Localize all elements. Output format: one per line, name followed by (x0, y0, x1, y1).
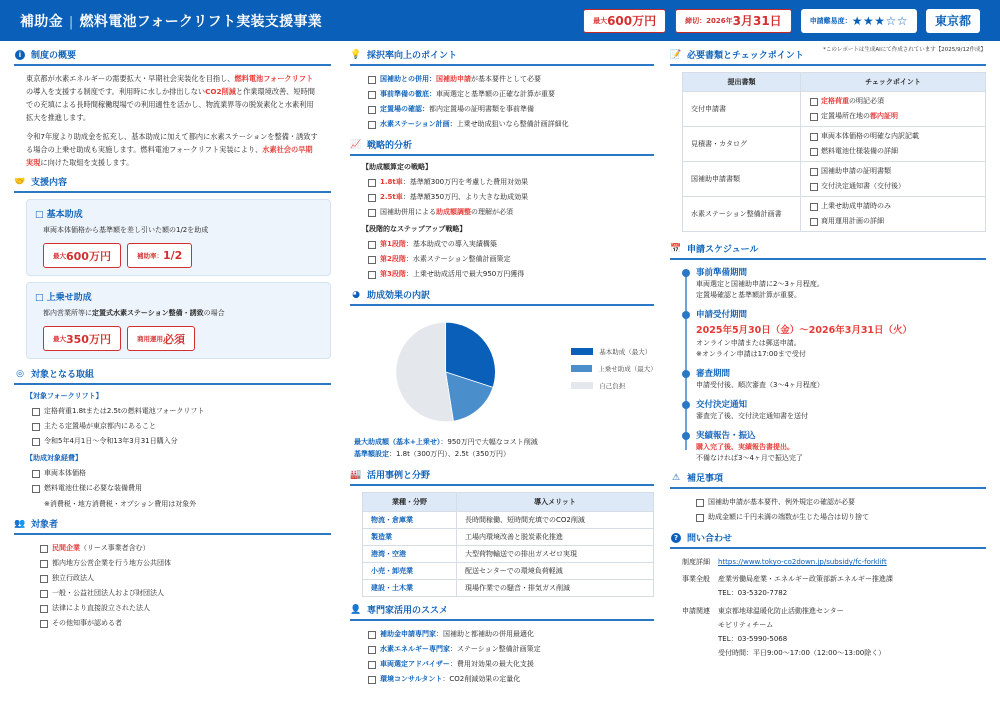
section-points-heading: 💡 採択率向上のポイント (350, 48, 654, 66)
header-bar (0, 0, 1000, 41)
strategy-sub1-checklist (350, 175, 654, 220)
list-item: 一般・公益社団法人および財団法人 (14, 586, 331, 601)
list-item: 車両本体価格 (14, 466, 331, 481)
star-rating-icon: ★★★☆☆ (851, 13, 908, 28)
list-item: 法律により直接設立された法人 (14, 601, 331, 616)
general-label: 事業全般 (682, 575, 710, 583)
section-experts-heading: 👤 専門家活用のススメ (350, 603, 654, 621)
timeline-item: 実績報告・振込 購入完了後、実績報告書提出。 不備なければ3～4ヶ月で振込完了 (696, 429, 986, 464)
section-strategy-heading: 📈 戦略的分析 (350, 138, 654, 156)
users-icon: 👥 (14, 518, 26, 529)
strategy-sub1-label: 【助成額算定の戦略】 (362, 163, 432, 171)
section-targets-heading: ◎ 対象となる取組 (14, 367, 331, 385)
timeline-item: 審査期間 申請受付後、順次審査（3～4ヶ月程度） (696, 367, 986, 391)
eligible-checklist (14, 541, 331, 631)
list-item: 助成金額に千円未満の端数が生じた場合は切り捨て (670, 510, 986, 525)
section-eligible-heading: 👥 対象者 (14, 517, 331, 535)
difficulty-badge: 申請難易度： ★★★☆☆ (801, 9, 917, 33)
document-edit-icon: 📝 (670, 49, 682, 60)
cases-table (362, 492, 654, 597)
basic-subsidy-card (26, 199, 331, 276)
list-item: 2.5t車：基準額350万円、より大きな助成効果 (350, 190, 654, 205)
table-row: 物流・倉庫業 長時間稼働、短時間充填でのCO2削減 (363, 512, 654, 529)
list-item: 国補助申請が基本要件、例外規定の確認が必要 (670, 495, 986, 510)
table-header: チェックポイント (801, 73, 986, 92)
commercial-required-pill: 商用運用 必須 (127, 326, 195, 351)
chart-line-icon: 📈 (350, 139, 362, 150)
list-item: 主たる定置場が東京都内にあること (14, 419, 331, 434)
info-icon: i (15, 50, 25, 60)
documents-table (682, 72, 986, 232)
legend-item: 基本助成（最大） (571, 347, 654, 356)
left-column (14, 48, 331, 631)
overview-paragraph-1: 東京都が水素エネルギーの需要拡大・早期社会実装化を目指し、燃料電池フォークリフトの導入を支援する制度です。利用時に水しか排出しないCO2削減と作業環境改善、短時間での充填による長時間稼働現場での利用適性を活かし、物流業界等の脱炭素化と水素利用拡大を推進します。 (26, 74, 315, 122)
legend-item: 上乗せ助成（最大） (571, 364, 654, 373)
list-item: 事前準備の徹底：車両選定と基準額の正確な計算が重要 (350, 87, 654, 102)
apply-label: 申請関連 (682, 607, 710, 615)
basic-rate-pill: 補助率： 1/2 (127, 243, 192, 268)
forklift-checklist (14, 404, 331, 449)
warning-icon: ⚠ (671, 472, 681, 483)
section-cases-heading: 🏭 活用事例と分野 (350, 468, 654, 486)
list-item: 定格荷重1.8tまたは2.5tの燃料電池フォークリフト (14, 404, 331, 419)
list-item: その他知事が認める者 (14, 616, 331, 631)
calendar-icon: 📅 (670, 243, 682, 254)
breakdown-summary: 最大助成額（基本+上乗せ）：950万円で大幅なコスト削減 基準額設定：1.8t（300万円）、2.5t（350万円） (354, 438, 538, 458)
table-row: 建設・土木業 現場作業での騒音・排気ガス削減 (363, 580, 654, 597)
notes-checklist (670, 495, 986, 525)
basic-subsidy-title: □ 基本助成 (35, 210, 83, 220)
list-item: 水素ステーション計画：上乗せ助成狙いなら整備計画詳細化 (350, 117, 654, 132)
table-header: 提出書類 (683, 73, 801, 92)
legend-item: 自己負担 (571, 381, 654, 390)
expense-note: ※消費税・地方消費税・オプション費用は対象外 (44, 500, 197, 508)
pie-chart (350, 312, 657, 432)
strategy-sub2-checklist (350, 237, 654, 282)
timeline-item: 交付決定通知 審査完了後、交付決定通知書を送付 (696, 398, 986, 422)
list-item: 第1段階：基本助成での導入実績構築 (350, 237, 654, 252)
section-notes-heading: ⚠ 補足事項 (670, 471, 986, 489)
table-header: 導入メリット (457, 493, 654, 512)
expense-label: 【助成対象経費】 (26, 454, 82, 462)
factory-icon: 🏭 (350, 469, 362, 480)
list-item: 定置場の確認：都内定置場の証明書類を事前準備 (350, 102, 654, 117)
list-item: 都内地方公営企業を行う地方公共団体 (14, 556, 331, 571)
list-item: 車両選定アドバイザー：費用対効果の最大化支援 (350, 657, 654, 672)
list-item: 民間企業（リース事業者含む） (14, 541, 331, 556)
ai-generated-note: *このレポートは生成AIにて作成されています【2025/9/12作成】 (823, 47, 986, 53)
contact-table: 制度詳細 https://www.tokyo-co2down.jp/subsidy/fc-forklift 事業全般 産業労働局産業・エネルギー政策部新エネルギー推進課 TEL：03-5320-7782 申請関連 東京都地球温暖化防止活動推進センター モビリティチーム TEL：03-5990-5068 受付時間：平日9:00～17:00（12:00～13:00除く） (670, 555, 986, 660)
page-title: 補助金 | 燃料電池フォークリフト実装支援事業 (20, 13, 322, 30)
pie-chart-icon: ◕ (352, 289, 360, 300)
handshake-icon: 🤝 (14, 176, 26, 187)
points-checklist (350, 72, 654, 132)
category-label: 補助金 (20, 13, 63, 30)
lightbulb-icon: 💡 (350, 49, 362, 60)
section-schedule-heading: 📅 申請スケジュール (670, 242, 986, 260)
list-item: 国補助との併用：国補助申請が基本要件として必要 (350, 72, 654, 87)
deadline-badge: 締切：2026年 3月31日 (675, 9, 792, 33)
section-overview-heading: i 制度の概要 (14, 48, 331, 66)
list-item: 国補助併用による助成額調整の理解が必須 (350, 205, 654, 220)
extra-subsidy-desc: 都内営業所等に定置式水素ステーション整備・誘致の場合 (43, 309, 225, 317)
pie-legend (571, 347, 657, 398)
table-row: 国補助申請書類 国補助申請の証明書類 交付決定通知書（交付後） (683, 162, 986, 197)
overview-paragraph-2: 令和7年度より助成金を拡充し、基本助成に加えて都内に水素ステーションを整備・誘致する場合の上乗せ助成も実施します。燃料電池フォークリフト実装により、水素社会の早期実現に向けた取組を支援します。 (26, 132, 318, 167)
basic-max-pill: 最大 600万円 (43, 243, 121, 268)
list-item: 令和5年4月1日～令和13年3月31日購入分 (14, 434, 331, 449)
detail-link[interactable]: https://www.tokyo-co2down.jp/subsidy/fc-forklift (718, 558, 887, 566)
section-documents-heading: 📝 必要書類とチェックポイント (670, 48, 986, 66)
timeline-item: 事前準備期間 車両選定と国補助申請に2～3ヶ月程度。 定置場確認と基準額計算が重要。 (696, 266, 986, 301)
list-item: 第3段階：上乗せ助成活用で最大950万円獲得 (350, 267, 654, 282)
question-icon: ? (671, 533, 681, 543)
table-row: 小売・卸売業 配送センターでの環境負荷軽減 (363, 563, 654, 580)
table-row: 水素ステーション整備計画書 上乗せ助成申請時のみ 商用運用計画の詳細 (683, 197, 986, 232)
basic-subsidy-desc: 車両本体価格から基準額を差し引いた額の1/2を助成 (43, 226, 209, 234)
pie-slice (396, 322, 454, 421)
table-row: 製造業 工場内環境改善と脱炭素化推進 (363, 529, 654, 546)
list-item: 独立行政法人 (14, 571, 331, 586)
pie-chart-graphic (350, 313, 541, 431)
list-item: 補助金申請専門家：国補助と都補助の併用最適化 (350, 627, 654, 642)
table-row: 見積書・カタログ 車両本体価格の明確な内訳記載 燃料電池仕様装備の詳細 (683, 127, 986, 162)
list-item: 第2段階：水素ステーション整備計画策定 (350, 252, 654, 267)
strategy-sub2-label: 【段階的なステップアップ戦略】 (362, 225, 467, 233)
extra-max-pill: 最大 350万円 (43, 326, 121, 351)
section-breakdown-heading: ◕ 助成効果の内訳 (350, 288, 654, 306)
section-contact-heading: ? 問い合わせ (670, 531, 986, 549)
extra-subsidy-title: □ 上乗せ助成 (35, 293, 92, 303)
region-badge: 東京都 (926, 9, 980, 33)
experts-checklist (350, 627, 654, 687)
list-item: 燃料電池仕様に必要な装備費用 (14, 481, 331, 496)
detail-label: 制度詳細 (682, 558, 710, 566)
schedule-timeline (682, 266, 986, 464)
timeline-item: 申請受付期間 2025年5月30日（金）～2026年3月31日（火） オンライン申請または郵送申請。 ※オンライン申請は17:00まで受付 (696, 308, 986, 360)
right-column (670, 48, 986, 660)
list-item: 水素エネルギー専門家：ステーション整備計画策定 (350, 642, 654, 657)
table-header: 業種・分野 (363, 493, 457, 512)
list-item: 1.8t車：基準額300万円を考慮した費用対効果 (350, 175, 654, 190)
table-row: 港湾・空港 大型荷物輸送での排出ガスゼロ実現 (363, 546, 654, 563)
expense-checklist (14, 466, 331, 496)
table-row: 交付申請書 定格荷重の明記必須 定置場所在地の都内証明 (683, 92, 986, 127)
target-icon: ◎ (16, 368, 24, 379)
forklift-label: 【対象フォークリフト】 (26, 392, 103, 400)
list-item: 環境コンサルタント：CO2削減効果の定量化 (350, 672, 654, 687)
extra-subsidy-card (26, 282, 331, 359)
max-amount-badge: 最大 600万円 (583, 9, 666, 33)
title-text: 燃料電池フォークリフト実装支援事業 (79, 13, 322, 30)
person-icon: 👤 (350, 604, 362, 615)
section-support-heading: 🤝 支援内容 (14, 175, 331, 193)
middle-column (350, 48, 657, 687)
